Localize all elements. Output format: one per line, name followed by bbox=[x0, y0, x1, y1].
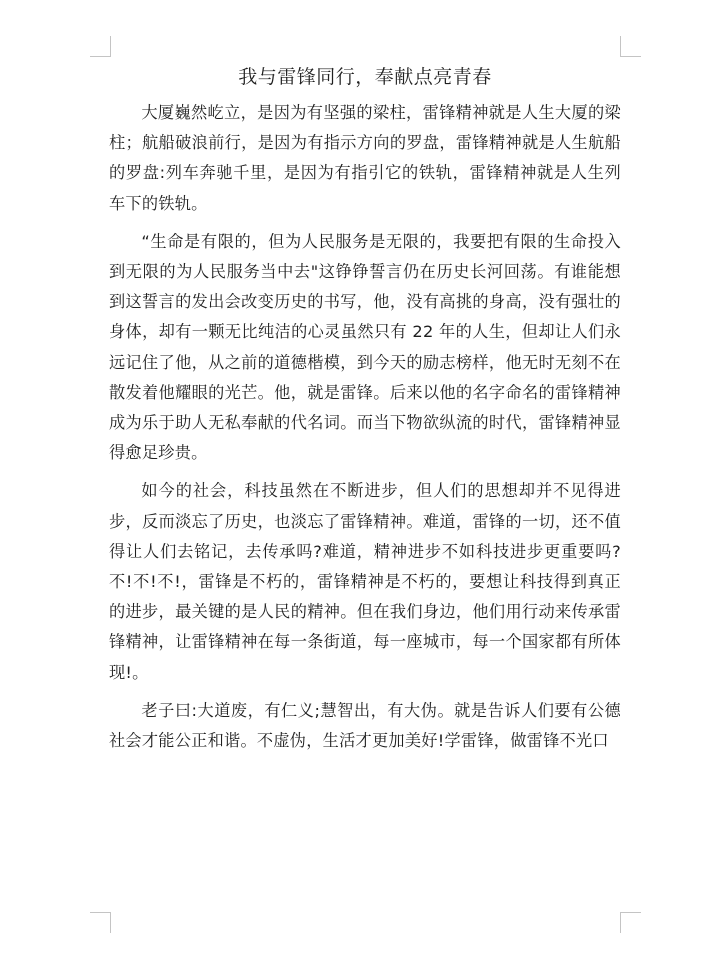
paragraph-1: 大厦巍然屹立，是因为有坚强的梁柱，雷锋精神就是人生大厦的梁柱；航船破浪前行，是因为有指示方向的罗盘，雷锋精神就是人生航船的罗盘:列车奔驰千里，是因为有指引它的铁轨，雷锋精神就是人生列车下的铁轨。 bbox=[109, 103, 621, 213]
margin-mark-top-left bbox=[90, 36, 111, 57]
margin-mark-bottom-right bbox=[620, 912, 641, 933]
paragraph-4: 老子曰:大道废，有仁义;慧智出，有大伪。就是告诉人们要有公德社会才能公正和谐。不虚伪，生活才更加美好!学雷锋，做雷锋不光口 bbox=[109, 700, 621, 751]
margin-mark-top-right bbox=[620, 36, 641, 57]
margin-mark-bottom-left bbox=[90, 912, 111, 933]
paragraph-3: 如今的社会，科技虽然在不断进步，但人们的思想却并不见得进步，反而淡忘了历史，也淡忘了雷锋精神。难道，雷锋的一切，还不值得让人们去铭记，去传承吗?难道，精神进步不如科技进步更重要吗?不!不!不!，雷锋是不朽的，雷锋精神是不朽的，要想让科技得到真正的进步，最关键的是人民的精神。但在我们身边，他们用行动来传承雷锋精神，让雷锋精神在每一条街道，每一座城市，每一个国家都有所体现!。 bbox=[109, 481, 621, 682]
document-title: 我与雷锋同行，奉献点亮青春 bbox=[238, 66, 492, 88]
document-body[interactable] bbox=[109, 60, 621, 756]
paragraph-2: “生命是有限的，但为人民服务是无限的，我要把有限的生命投入到无限的为人民服务当中去"这铮铮誓言仍在历史长河回荡。有谁能想到这誓言的发出会改变历史的书写，他，没有高挑的身高，没有强壮的身体，却有一颗无比纯洁的心灵虽然只有 22 年的人生，但却让人们永远记住了他，从之前的道德楷模，到今天的励志榜样，他无时无刻不在散发着他耀眼的光芒。他，就是雷锋。后来以他的名字命名的雷锋精神成为乐于助人无私奉献的代名词。而当下物欲纵流的时代，雷锋精神显得愈足珍贵。 bbox=[109, 231, 621, 463]
